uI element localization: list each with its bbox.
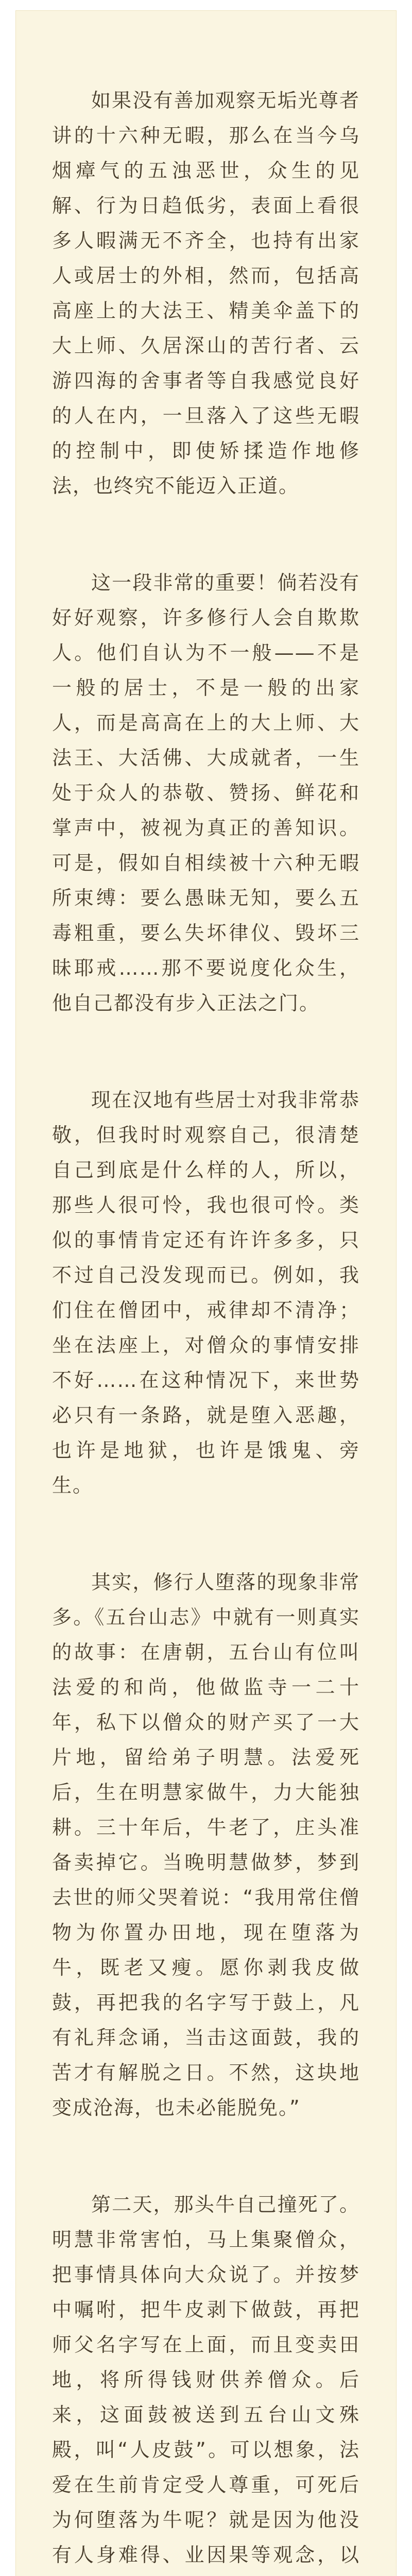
article-panel: [15, 10, 397, 2576]
article-paragraph: 第二天，那头牛自己撞死了。明慧非常害怕，马上集聚僧众，把事情具体向大众说了。并按梦中嘱咐，把牛皮剥下做鼓，再把师父名字写在上面，而且变卖田地，将所得钱财供养僧众。后来，这面鼓被送到五台山文殊殿，叫“人皮鼓”。可以想象，法爱在生前肯定受人尊重，可死后为何堕落为牛呢？就是因为他没有人身难得、业因果等观念，以: [52, 2193, 360, 2566]
article-paragraph: 现在汉地有些居士对我非常恭敬，但我时时观察自己，很清楚自己到底是什么样的人，所以，那些人很可怜，我也很可怜。类似的事情肯定还有许许多多，只不过自己没发现而已。例如，我们住在僧团中，戒律却不清净；坐在法座上，对僧众的事情安排不好……在这种情况下，来世势必只有一条路，就是堕入恶趣，也许是地狱，也许是饿鬼、旁生。: [52, 1089, 360, 1497]
article-paragraph: 其实，修行人堕落的现象非常多。《五台山志》中就有一则真实的故事：在唐朝，五台山有位叫法爱的和尚，他做监寺一二十年，私下以僧众的财产买了一大片地，留给弟子明慧。法爱死后，生在明慧家做牛，力大能独耕。三十年后，牛老了，庄头准备卖掉它。当晚明慧做梦，梦到去世的师父哭着说：“我用常住僧物为你置办田地，现在堕落为牛，既老又瘦。愿你剥我皮做鼓，再把我的名字写于鼓上，凡有礼拜念诵，当击这面鼓，我的苦才有解脱之日。不然，这块地变成沧海，也未必能脱免。”: [52, 1571, 360, 2119]
article-paragraph: 如果没有善加观察无垢光尊者讲的十六种无暇，那么在当今乌烟瘴气的五浊恶世，众生的见解、行为日趋低劣，表面上看很多人暇满无不齐全，也持有出家人或居士的外相，然而，包括高高座上的大法王、精美伞盖下的大上师、久居深山的苦行者、云游四海的舍事者等自我感觉良好的人在内，一旦落入了这些无暇的控制中，即使矫揉造作地修法，也终究不能迈入正道。: [52, 89, 360, 497]
article-paragraph: 这一段非常的重要！倘若没有好好观察，许多修行人会自欺欺人。他们自认为不一般——不是一般的居士，不是一般的出家人，而是高高在上的大上师、大法王、大活佛、大成就者，一生处于众人的恭敬、赞扬、鲜花和掌声中，被视为真正的善知识。可是，假如自相续被十六种无暇所束缚：要么愚昧无知，要么五毒粗重，要么失坏律仪、毁坏三昧耶戒……那不要说度化众生，他自己都没有步入正法之门。: [52, 571, 360, 1014]
